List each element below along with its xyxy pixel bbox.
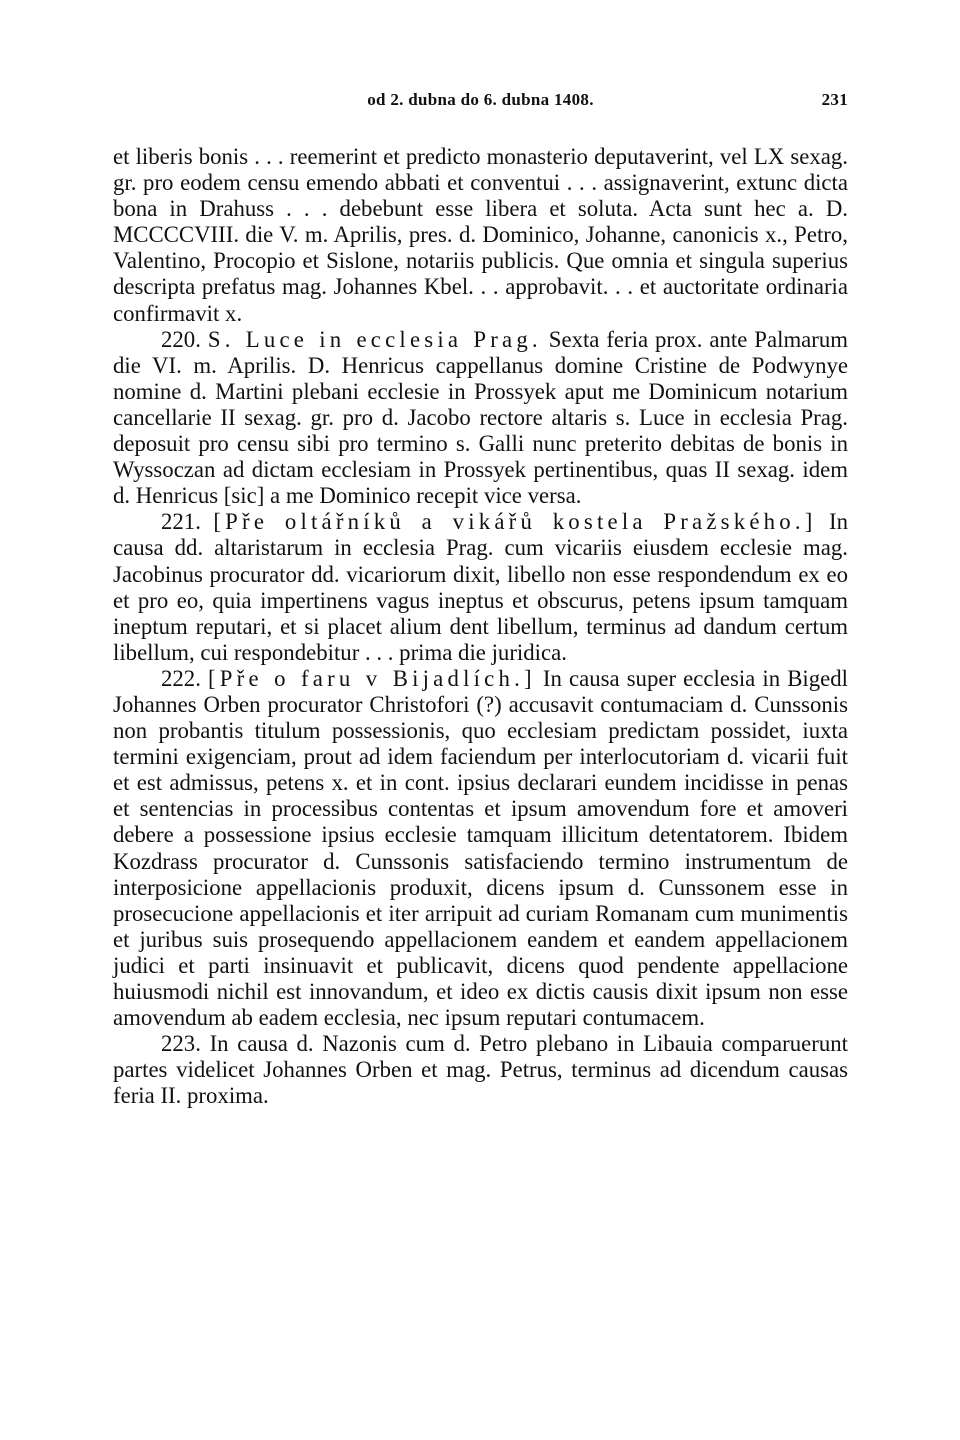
running-title: od 2. dubna do 6. dubna 1408.: [367, 90, 594, 109]
entry-text: In causa super ecclesia in Bigedl Johannes Orben procurator Christofori (?) accusavit contumaciam d. Cunssonis non probantis titulum possessionis, quo ecclesiam predictam possidet, iuxta termini exigenciam, prout ad idem faciendum per interlocutoriam d. vicarii fuit et est admissus, petens x. et in cont. ipsius declarari eundem incidisse in penas et sentencias in processibus contentas et ipsum amovendum fore et amoveri debere a possessione ipsius ecclesie tamquam illicitum detentatorem. Ibidem Kozdrass procurator d. Cunssonis satisfaciendo termino instrumentum de interposicione appellacionis produxit, dicens ipsum d. Cunssonem esse in prosecucione appellacionis et iter arripuit ad curiam Romanam cum munimentis et juribus suis prosequendo appellacionem eandem et eandem appellacionem judici et parti insinuavit et publicavit, dicens quod pendente appellacione huiusmodi nichil est innovandum, et ideo ex dictis causis dixit ipsum non esse amovendum ab eadem ecclesia, nec ipsum reputari contumacem.: [113, 665, 849, 1031]
entry-heading: [Pře oltářníků a vikářů kostela Pražského.]: [213, 509, 817, 535]
entry-220: [113, 327, 848, 510]
body-text: [113, 144, 848, 1109]
entry-heading: [Pře o faru v Bijadlích.]: [208, 665, 536, 691]
entry-number: 222.: [161, 665, 201, 691]
entry-number: 220.: [161, 326, 201, 352]
entry-221: [113, 509, 848, 666]
entry-number: 223.: [161, 1031, 201, 1057]
entry-text: In causa d. Nazonis cum d. Petro plebano in Libauia comparuerunt partes videlicet Johannes Orben et mag. Petrus, terminus ad dicendum causas feria II. proxima.: [113, 1031, 849, 1109]
page-number: 231: [821, 90, 848, 109]
entry-text: Sexta feria prox. ante Palmarum die VI. m. Aprilis. D. Henricus cappellanus domine Cristine de Podwynye nomine d. Martini plebani ecclesie in Prossyek aput me Dominicum notarium cancellarie II sexag. gr. pro d. Jacobo rectore altaris s. Luce in ecclesia Prag. deposuit pro censu sibi pro termino s. Galli nunc preterito debitas de bonis in Wyssoczan ad dictam ecclesiam in Prossyek pertinentibus, quas II sexag. idem d. Henricus [sic] a me Dominico recepit vice versa.: [113, 326, 849, 509]
entry-heading: S. Luce in ecclesia Prag.: [207, 326, 542, 352]
page-header: [113, 90, 848, 114]
entry-text: In causa dd. altaristarum in ecclesia Prag. cum vicariis eiusdem ecclesie mag. Jacobinus procurator dd. vicariorum dixit, libello non esse respondendum ex eo et pro eo, quia impertinens vagus ineptus et obscurus, petens ipsum tamquam ineptum reputari, et si placet alium dent libellum, terminus ad dandum certum libellum, cui respondebitur . . . prima die juridica.: [113, 509, 849, 665]
entry-222: [113, 666, 848, 1031]
entry-number: 221.: [161, 509, 201, 535]
continuation-paragraph: et liberis bonis . . . reemerint et predicto monasterio deputaverint, vel LX sexag. gr. pro eodem censu emendo abbati et conventui . . . assignaverint, extunc dicta bona in Drahuss . . . debebunt esse libera et soluta. Acta sunt hec a. D. MCCCCVIII. die V. m. Aprilis, pres. d. Dominico, Johanne, canonicis x., Petro, Valentino, Procopio et Sislone, notariis publicis. Que omnia et singula superius descripta prefatus mag. Johannes Kbel. . . approbavit. . . et auctoritate ordinaria confirmavit x.: [113, 144, 848, 326]
entry-223: [113, 1031, 848, 1109]
